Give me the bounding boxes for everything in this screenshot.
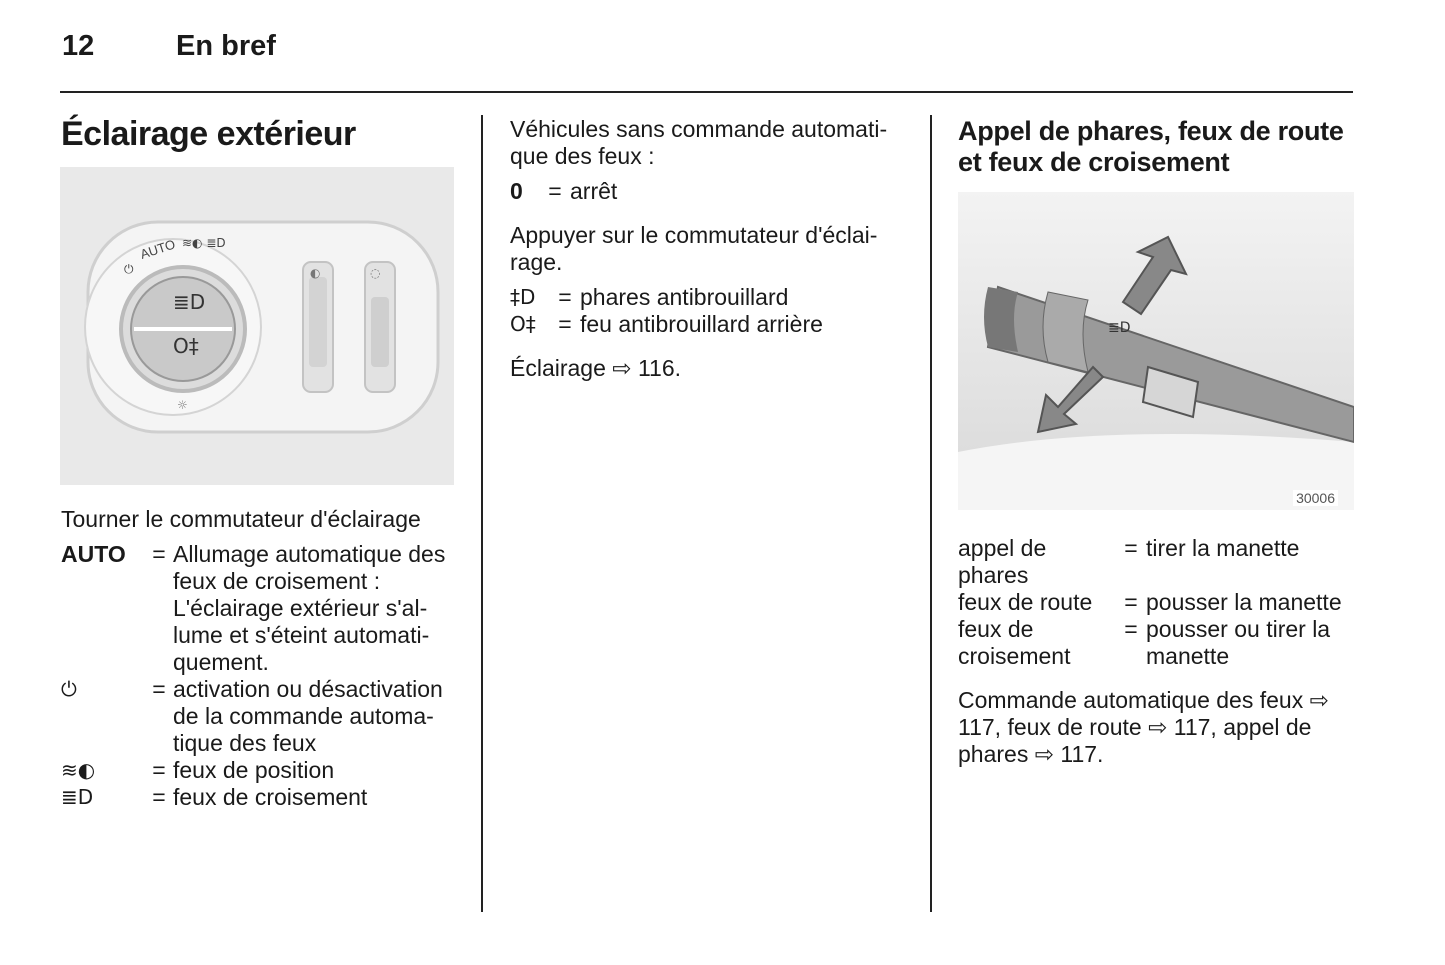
def-low-beam-stalk: pousser ou tirer la manette	[1146, 616, 1331, 669]
figure-number: 30006	[1293, 490, 1338, 506]
auto-label: AUTO	[138, 236, 178, 262]
def-low-beam: feux de croisement	[173, 784, 368, 810]
section-title: En bref	[176, 30, 276, 62]
svg-text:≣D: ≣D	[1108, 320, 1131, 336]
column-divider-1	[481, 115, 483, 912]
column-3-body	[958, 535, 1358, 768]
def-auto: Allumage automatique des feux de croisement : L'éclairage extérieur s'allume et s'éteint automatiquement.	[173, 541, 446, 675]
switch-intro: Tourner le commutateur d'éclairage	[61, 506, 421, 532]
equals-sign: =	[1124, 616, 1138, 642]
svg-text:≣D: ≣D	[173, 290, 206, 314]
svg-text:⏻: ⏻	[124, 262, 134, 276]
no-auto-intro: Véhicules sans commande automatique des feux :	[510, 116, 888, 169]
def-rear-fog: feu antibrouillard arrière	[580, 311, 823, 337]
equals-sign: =	[558, 284, 572, 310]
svg-text:O‡: O‡	[173, 334, 199, 358]
equals-sign: =	[1124, 535, 1138, 561]
stalk-figure	[958, 192, 1354, 510]
equals-sign: =	[152, 676, 166, 702]
equals-sign: =	[152, 784, 166, 810]
key-off: 0	[510, 178, 523, 204]
position-light-icon: ≋◐	[61, 758, 96, 782]
stalk-illustration	[958, 192, 1354, 510]
def-position-lights: feux de position	[173, 757, 335, 783]
svg-text:◌: ◌	[370, 266, 381, 280]
equals-sign: =	[558, 311, 572, 337]
references-paragraph[interactable]: Commande automatique des feux ⇨ 117, feux de route ⇨ 117, appel de phares ⇨ 117.	[958, 687, 1329, 767]
low-beam-icon: ≣D	[61, 785, 94, 809]
column-1-body	[61, 506, 461, 811]
equals-sign: =	[152, 757, 166, 783]
power-icon: ⏻	[61, 677, 77, 701]
def-power: activation ou désactivation de la commande automatique des feux	[173, 676, 443, 756]
column-1	[61, 114, 461, 154]
column-3	[958, 116, 1358, 178]
heading-headlight-flash: Appel de phares, feux de route et feux de croisement	[958, 116, 1344, 177]
header-rule	[60, 91, 1353, 93]
light-switch-figure	[60, 167, 454, 485]
light-switch-illustration	[60, 167, 454, 485]
front-fog-icon: ‡D	[510, 285, 536, 309]
key-headlight-flash: appel de phares	[958, 535, 1047, 588]
equals-sign: =	[152, 541, 166, 567]
column-2	[510, 116, 910, 382]
key-high-beam: feux de route	[958, 589, 1093, 615]
rear-fog-icon: O‡	[510, 312, 536, 336]
key-low-beam: feux de croisement	[958, 616, 1071, 669]
def-headlight-flash: tirer la manette	[1146, 535, 1300, 561]
equals-sign: =	[1124, 589, 1138, 615]
key-auto: AUTO	[61, 541, 126, 567]
lighting-reference[interactable]: Éclairage ⇨ 116.	[510, 355, 681, 381]
heading-exterior-lighting: Éclairage extérieur	[61, 115, 356, 153]
def-off: arrêt	[570, 178, 618, 204]
press-switch-text: Appuyer sur le commutateur d'éclairage.	[510, 222, 878, 275]
svg-text:☼: ☼	[177, 398, 188, 412]
page-number: 12	[62, 30, 95, 62]
svg-text:◐: ◐	[310, 266, 321, 280]
def-front-fog: phares antibrouillard	[580, 284, 789, 310]
svg-text:≋◐ ≣D: ≋◐ ≣D	[182, 236, 226, 250]
def-high-beam: pousser la manette	[1146, 589, 1342, 615]
column-divider-2	[930, 115, 932, 912]
equals-sign: =	[548, 178, 562, 204]
